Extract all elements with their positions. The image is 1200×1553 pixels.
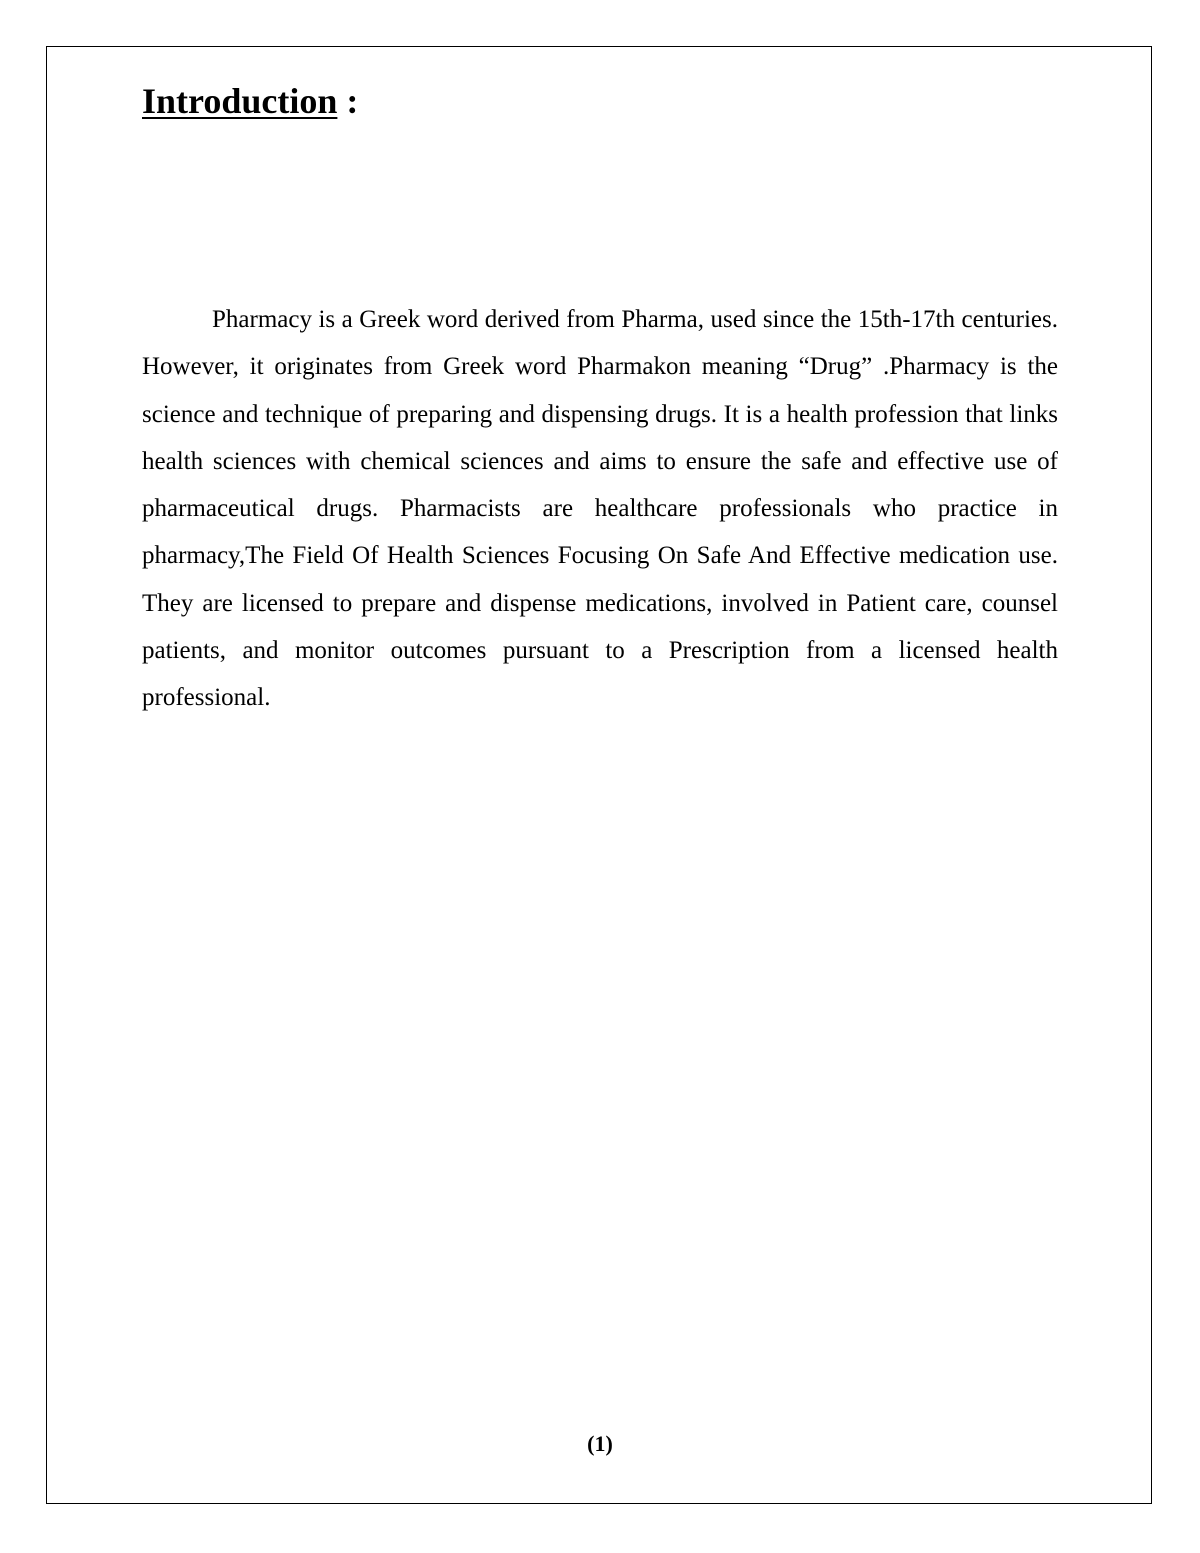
page-number: (1)	[587, 1431, 613, 1456]
intro-paragraph: Pharmacy is a Greek word derived from Pharma, used since the 15th-17th centuries. However, it originates from Greek word Pharmakon meaning “Drug” .Pharmacy is the science and technique of preparing and dispensing drugs. It is a health profession that links health sciences with chemical sciences and aims to ensure the safe and effective use of pharmaceutical drugs. Pharmacists are healthcare professionals who practice in pharmacy,The Field Of Health Sciences Focusing On Safe And Effective medication use. They are licensed to prepare and dispense medications, involved in Patient care, counsel patients, and monitor outcomes pursuant to a Prescription from a licensed health professional.	[142, 306, 1058, 712]
page-title	[142, 80, 358, 123]
page-border	[46, 46, 1152, 1504]
title-colon: :	[337, 81, 359, 121]
title-text: Introduction	[142, 81, 338, 121]
